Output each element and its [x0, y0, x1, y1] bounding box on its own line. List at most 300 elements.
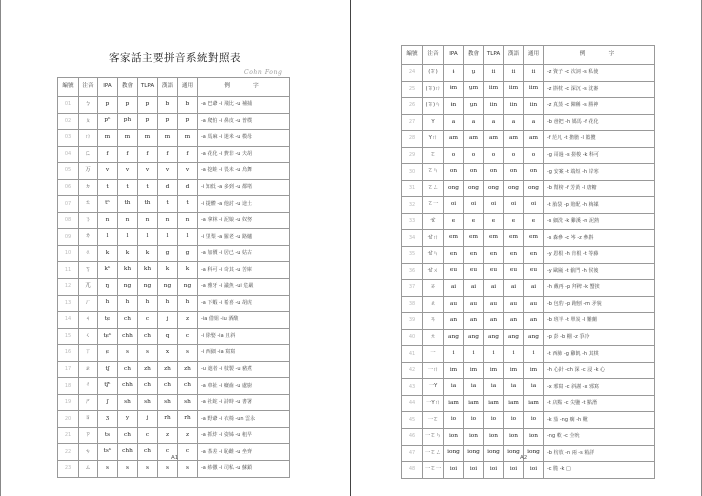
table-row	[402, 429, 655, 446]
cell-tlpa: zh	[138, 361, 158, 378]
cell-number: 11	[58, 262, 79, 279]
cell-ipa: on	[444, 164, 464, 181]
cell-number: 10	[58, 245, 79, 262]
cell-tlpa: p	[138, 97, 158, 114]
cell-examples: -b 枋放 -n 兩 -s 箱詳	[544, 445, 655, 462]
cell-church: i	[464, 346, 484, 363]
cell-ipa: tsʰ	[98, 444, 118, 461]
table-row	[58, 163, 290, 180]
cell-ipa: o	[444, 147, 464, 164]
cell-ipa: tɕʰ	[98, 328, 118, 345]
cell-church: en	[464, 247, 484, 264]
cell-zhuyin: 一ㄛ	[423, 412, 444, 429]
cell-hanyu: q	[158, 328, 178, 345]
cell-number: 16	[58, 345, 79, 362]
cell-church: ch	[118, 361, 138, 378]
cell-tlpa: on	[484, 164, 504, 181]
cell-number: 33	[402, 213, 423, 230]
cell-church: ai	[464, 280, 484, 297]
left-page	[0, 0, 350, 496]
cell-number: 17	[58, 361, 79, 378]
cell-zhuyin: せㄇ	[423, 230, 444, 247]
cell-hanyu: ai	[504, 280, 524, 297]
cell-ipa: ɨ	[444, 65, 464, 82]
cell-number: 47	[402, 445, 423, 462]
cell-tongyong: s	[178, 461, 198, 478]
cell-ipa: i	[444, 346, 464, 363]
cell-number: 25	[402, 81, 423, 98]
cell-tlpa: iam	[484, 395, 504, 412]
cell-ipa: s	[98, 461, 118, 478]
cell-examples: -t 胎袋 -p 賠配 -h 梅媒	[544, 197, 655, 214]
cell-tongyong: ii	[524, 65, 544, 82]
cell-examples: -a 紗撒 -i 司私 -u 蘇鎖	[198, 461, 290, 478]
right-page	[351, 0, 702, 496]
table-row	[402, 395, 655, 412]
cell-examples: -t 西肺 -g 雞飢 -h 其棋	[544, 346, 655, 363]
table-row	[402, 379, 655, 396]
cell-examples: -a 社蛇 -i 詩時 -u 書署	[198, 394, 290, 411]
table-row	[58, 345, 290, 362]
cell-hanyu: o	[504, 147, 524, 164]
cell-ipa: l	[98, 229, 118, 246]
pinyin-table-right	[401, 45, 655, 479]
cell-church: chh	[118, 444, 138, 461]
cell-church: o	[464, 147, 484, 164]
cell-church: an	[464, 313, 484, 330]
cell-tlpa: ai	[484, 280, 504, 297]
cell-tongyong: iin	[524, 98, 544, 115]
cell-tongyong: z	[178, 427, 198, 444]
cell-examples: -h 心針 -ch 深 -c 浸 -k 心	[544, 362, 655, 379]
cell-tlpa: ong	[484, 180, 504, 197]
cell-hanyu: im	[504, 362, 524, 379]
cell-number: 24	[402, 65, 423, 82]
cell-tongyong: e	[524, 213, 544, 230]
cell-church: sh	[118, 394, 138, 411]
cell-tlpa: en	[484, 247, 504, 264]
cell-ipa: oi	[444, 197, 464, 214]
cell-hanyu: k	[158, 262, 178, 279]
cell-zhuyin: ㄑ	[79, 328, 98, 345]
cell-church: l	[118, 229, 138, 246]
table-row	[402, 280, 655, 297]
cell-zhuyin: ㄞ	[423, 280, 444, 297]
cell-zhuyin: ㄐ	[79, 312, 98, 329]
cell-tongyong: iong	[524, 445, 544, 462]
cell-tongyong: iam	[524, 395, 544, 412]
cell-zhuyin: せㄨ	[423, 263, 444, 280]
cell-ipa: en	[444, 247, 464, 264]
table-row	[58, 97, 290, 114]
cell-hanyu: eu	[504, 263, 524, 280]
cell-tlpa: th	[138, 196, 158, 213]
cell-church: f	[118, 146, 138, 163]
cell-number: 27	[402, 114, 423, 131]
cell-church: v	[118, 163, 138, 180]
cell-number: 03	[58, 130, 79, 147]
cell-number: 21	[58, 427, 79, 444]
cell-ipa: au	[444, 296, 464, 313]
cell-examples: -a 野爺 -i 衣椅 -un 雲永	[198, 411, 290, 428]
cell-ipa: e	[444, 213, 464, 230]
cell-church: ṳ	[464, 65, 484, 82]
cell-number: 40	[402, 329, 423, 346]
cell-tlpa: k	[138, 245, 158, 262]
cell-examples: -c 脆 -k □	[544, 462, 655, 479]
cell-number: 01	[58, 97, 79, 114]
cell-number: 22	[58, 444, 79, 461]
cell-zhuyin: 一Yㄇ	[423, 395, 444, 412]
cell-tlpa: e	[484, 213, 504, 230]
cell-church: e	[464, 213, 484, 230]
cell-tlpa: kh	[138, 262, 158, 279]
cell-tongyong: k	[178, 262, 198, 279]
cell-ipa: ɕ	[98, 345, 118, 362]
cell-examples: -a 挖蛙 -i 畏未 -u 烏舞	[198, 163, 290, 180]
cell-zhuyin: ㄓ	[79, 361, 98, 378]
table-row	[402, 362, 655, 379]
cell-tlpa: am	[484, 131, 504, 148]
table-row	[402, 346, 655, 363]
cell-hanyu: ng	[158, 279, 178, 296]
cell-zhuyin: ㄛ一	[423, 197, 444, 214]
cell-church: s	[118, 345, 138, 362]
cell-tongyong: ong	[524, 180, 544, 197]
cell-hanyu: ch	[158, 378, 178, 395]
cell-tlpa: sh	[138, 394, 158, 411]
table-row	[58, 130, 290, 147]
cell-examples: -k 茄 -ng 瘸 -h 靴	[544, 412, 655, 429]
cell-tlpa: a	[484, 114, 504, 131]
cell-hanyu: ang	[504, 329, 524, 346]
cell-tlpa: io	[484, 412, 504, 429]
cell-zhuyin: 一ㄛ一	[423, 462, 444, 479]
cell-examples: -i 提體 -a 他討 -u 途土	[198, 196, 290, 213]
cell-tongyong: em	[524, 230, 544, 247]
cell-church: em	[464, 230, 484, 247]
cell-hanyu: c	[158, 444, 178, 461]
cell-number: 37	[402, 280, 423, 297]
cell-hanyu: m	[158, 130, 178, 147]
table-row	[402, 147, 655, 164]
cell-zhuyin: ㄙ	[79, 461, 98, 478]
cell-ipa: p	[98, 97, 118, 114]
cell-examples: -a 車扯 -i 癡齒 -u 處廚	[198, 378, 290, 395]
cell-church: m	[118, 130, 138, 147]
cell-tongyong: s	[178, 345, 198, 362]
cell-hanyu: iong	[504, 445, 524, 462]
cell-zhuyin: ㄢ	[423, 313, 444, 330]
table-row	[58, 378, 290, 395]
cell-examples: -a 加價 -i 居已 -u 姑古	[198, 245, 290, 262]
cell-tongyong: rh	[178, 411, 198, 428]
cell-church: ioi	[464, 462, 484, 479]
cell-ipa: a	[444, 114, 464, 131]
cell-hanyu: ia	[504, 379, 524, 396]
cell-church: ch	[118, 427, 138, 444]
cell-tongyong: l	[178, 229, 198, 246]
cell-hanyu: io	[504, 412, 524, 429]
cell-examples: -a 茶差 -i 恥雌 -u 坐齊	[198, 444, 290, 461]
cell-tlpa: iin	[484, 98, 504, 115]
cell-ipa: tɕ	[98, 312, 118, 329]
cell-ipa: ai	[444, 280, 464, 297]
cell-examples: -a 巴爺 -i 飛比 -u 補捕	[198, 97, 290, 114]
cell-tlpa: ch	[138, 444, 158, 461]
cell-zhuyin: ㄗ	[79, 427, 98, 444]
cell-church: ṳn	[464, 98, 484, 115]
table-row	[402, 197, 655, 214]
cell-examples: -a 花化 -i 費非 -u 夫胡	[198, 146, 290, 163]
cell-church: ang	[464, 329, 484, 346]
cell-church: th	[118, 196, 138, 213]
cell-church: ong	[464, 180, 484, 197]
header-zhuyin: 注音	[423, 46, 444, 65]
cell-ipa: k	[98, 245, 118, 262]
cell-tongyong: p	[178, 113, 198, 130]
cell-ipa: tʃ	[98, 361, 118, 378]
cell-examples: -f 范凡 -t 擔膽 -l 籃攬	[544, 131, 655, 148]
pinyin-table-left	[57, 77, 290, 478]
cell-ipa: ong	[444, 180, 464, 197]
header-zhuyin: 注音	[79, 78, 98, 97]
cell-zhuyin: 一ㄛㄥ	[423, 445, 444, 462]
cell-church: p	[118, 97, 138, 114]
cell-ipa: ɨn	[444, 98, 464, 115]
cell-hanyu: l	[158, 229, 178, 246]
table-row	[402, 230, 655, 247]
header-church: 教會	[118, 78, 138, 97]
cell-church: ṳm	[464, 81, 484, 98]
cell-tongyong: zh	[178, 361, 198, 378]
cell-ipa: ang	[444, 329, 464, 346]
cell-ipa: io	[444, 412, 464, 429]
cell-tongyong: a	[524, 114, 544, 131]
header-hanyu: 漢語	[158, 78, 178, 97]
cell-tlpa: h	[138, 295, 158, 312]
cell-tongyong: h	[178, 295, 198, 312]
cell-number: 02	[58, 113, 79, 130]
cell-tongyong: ng	[178, 279, 198, 296]
cell-church: n	[118, 212, 138, 229]
cell-hanyu: ii	[504, 65, 524, 82]
cell-zhuyin: ㄏ	[79, 295, 98, 312]
cell-hanyu: an	[504, 313, 524, 330]
cell-number: 13	[58, 295, 79, 312]
page-title: 客家話主要拼音系統對照表	[109, 52, 241, 64]
table-row	[402, 98, 655, 115]
cell-ipa: am	[444, 131, 464, 148]
cell-examples: -z 真蒸 -c 陳稱 -s 勝神	[544, 98, 655, 115]
cell-tongyong: f	[178, 146, 198, 163]
cell-tlpa: oi	[484, 197, 504, 214]
cell-ipa: iam	[444, 395, 464, 412]
table-row	[58, 427, 290, 444]
cell-number: 07	[58, 196, 79, 213]
table-row	[402, 180, 655, 197]
cell-tlpa: ioi	[484, 462, 504, 479]
cell-number: 44	[402, 395, 423, 412]
cell-examples: -z 斟枕 -c 深沉 -s 沈審	[544, 81, 655, 98]
cell-tlpa: ch	[138, 378, 158, 395]
table-row	[58, 179, 290, 196]
cell-ipa: t	[98, 179, 118, 196]
cell-number: 12	[58, 279, 79, 296]
header-number: 編號	[402, 46, 423, 65]
cell-zhuyin: ㄍ	[79, 245, 98, 262]
table-row	[58, 212, 290, 229]
cell-zhuyin: 一ㄇ	[423, 362, 444, 379]
cell-examples: -s 森參 -c 岑 -z 參斟	[544, 230, 655, 247]
cell-examples: -a 雅牙 -i 議魚 -ui 危嚴	[198, 279, 290, 296]
table-row	[58, 245, 290, 262]
cell-number: 14	[58, 312, 79, 329]
cell-number: 20	[58, 411, 79, 428]
cell-hanyu: e	[504, 213, 524, 230]
cell-hanyu: z	[158, 427, 178, 444]
cell-tlpa: i	[484, 346, 504, 363]
cell-tlpa: s	[138, 345, 158, 362]
cell-examples: -b 班半 -t 單炭 -l 難蘭	[544, 313, 655, 330]
cell-tongyong: v	[178, 163, 198, 180]
cell-ipa: tʃʰ	[98, 378, 118, 395]
cell-examples: -p 彭 -b 棚 -z 爭冷	[544, 329, 655, 346]
header-examples: 例 字	[198, 78, 290, 97]
cell-number: 46	[402, 429, 423, 446]
cell-examples: -g 安案 -t 端短 -h 岸寒	[544, 164, 655, 181]
cell-tongyong: ioi	[524, 462, 544, 479]
cell-hanyu: au	[504, 296, 524, 313]
cell-ipa: ia	[444, 379, 464, 396]
cell-church: am	[464, 131, 484, 148]
cell-examples: -ng 軟 -c 全吮	[544, 429, 655, 446]
cell-hanyu: ioi	[504, 462, 524, 479]
cell-hanyu: ion	[504, 429, 524, 446]
cell-hanyu: iam	[504, 395, 524, 412]
cell-hanyu: b	[158, 97, 178, 114]
cell-zhuyin: (ㄭ)ㄇ	[423, 81, 444, 98]
table-row	[58, 411, 290, 428]
cell-examples: -b 包豹 -p 跑刨 -m 矛貌	[544, 296, 655, 313]
cell-hanyu: ong	[504, 180, 524, 197]
cell-zhuyin: (ㄭ)ㄣ	[423, 98, 444, 115]
cell-zhuyin: 一Y	[423, 379, 444, 396]
cell-number: 26	[402, 98, 423, 115]
cell-tlpa: c	[138, 427, 158, 444]
table-row	[402, 412, 655, 429]
page-number: A2	[520, 455, 528, 461]
cell-hanyu: iin	[504, 98, 524, 115]
cell-zhuyin: ㄒ	[79, 345, 98, 362]
cell-number: 48	[402, 462, 423, 479]
cell-examples: -i 知低 -a 多到 -u 都堵	[198, 179, 290, 196]
cell-hanyu: j	[158, 312, 178, 329]
cell-hanyu: on	[504, 164, 524, 181]
table-row	[58, 361, 290, 378]
cell-tlpa: m	[138, 130, 158, 147]
table-row	[402, 247, 655, 264]
cell-examples: -b 爸把 -h 媽馬 -f 花化	[544, 114, 655, 131]
cell-church: a	[464, 114, 484, 131]
table-row	[402, 296, 655, 313]
cell-tlpa: iim	[484, 81, 504, 98]
cell-zhuyin: Y	[423, 114, 444, 131]
cell-tongyong: ia	[524, 379, 544, 396]
cell-ipa: an	[444, 313, 464, 330]
cell-church: on	[464, 164, 484, 181]
table-row	[58, 113, 290, 130]
cell-tongyong: ang	[524, 329, 544, 346]
cell-examples: -b 幫榜 -f 芳黃 -l 唐糖	[544, 180, 655, 197]
cell-zhuyin: 一	[423, 346, 444, 363]
table-row	[58, 394, 290, 411]
cell-number: 23	[58, 461, 79, 478]
cell-hanyu: am	[504, 131, 524, 148]
cell-zhuyin: (ㄭ)	[423, 65, 444, 82]
cell-hanyu: n	[158, 212, 178, 229]
cell-tlpa: f	[138, 146, 158, 163]
table-row	[402, 65, 655, 82]
cell-tongyong: an	[524, 313, 544, 330]
cell-tlpa: v	[138, 163, 158, 180]
cell-tongyong: n	[178, 212, 198, 229]
cell-zhuyin: ㄊ	[79, 196, 98, 213]
cell-tlpa: ion	[484, 429, 504, 446]
cell-ipa: tʰ	[98, 196, 118, 213]
cell-ipa: ʒ	[98, 411, 118, 428]
cell-ipa: m	[98, 130, 118, 147]
cell-ipa: ioi	[444, 462, 464, 479]
cell-examples: -ia 借姐 -iu 酒酸	[198, 312, 290, 329]
cell-hanyu: en	[504, 247, 524, 264]
table-row	[402, 329, 655, 346]
cell-zhuyin: ㄠ	[423, 296, 444, 313]
cell-number: 39	[402, 313, 423, 330]
cell-tongyong: ai	[524, 280, 544, 297]
header-ipa: IPA	[98, 78, 118, 97]
cell-tongyong: sh	[178, 394, 198, 411]
cell-church: h	[118, 295, 138, 312]
cell-tongyong: am	[524, 131, 544, 148]
cell-church: ion	[464, 429, 484, 446]
cell-church: ng	[118, 279, 138, 296]
cell-zhuyin: ㄛ	[423, 147, 444, 164]
table-row	[58, 461, 290, 478]
cell-church: ph	[118, 113, 138, 130]
cell-church: ch	[118, 312, 138, 329]
cell-number: 30	[402, 164, 423, 181]
cell-tongyong: c	[178, 328, 198, 345]
cell-examples: -g 哥過 -s 搓梭 -k 科可	[544, 147, 655, 164]
cell-examples: -i 里梨 -a 羅老 -u 路爐	[198, 229, 290, 246]
table-row	[58, 279, 290, 296]
cell-examples: -z 資子 -c 次詞 -s 私使	[544, 65, 655, 82]
cell-zhuyin: ㄉ	[79, 179, 98, 196]
cell-tlpa: ch	[138, 328, 158, 345]
cell-tongyong: z	[178, 312, 198, 329]
cell-tongyong: oi	[524, 197, 544, 214]
cell-hanyu: v	[158, 163, 178, 180]
cell-number: 08	[58, 212, 79, 229]
cell-examples: -a 爬怕 -i 鼻皮 -u 普樸	[198, 113, 290, 130]
cell-hanyu: d	[158, 179, 178, 196]
cell-ipa: ion	[444, 429, 464, 446]
cell-tongyong: io	[524, 412, 544, 429]
cell-zhuyin: ㄈ	[79, 146, 98, 163]
header-examples: 例 字	[544, 46, 655, 65]
cell-ipa: ŋ	[98, 279, 118, 296]
